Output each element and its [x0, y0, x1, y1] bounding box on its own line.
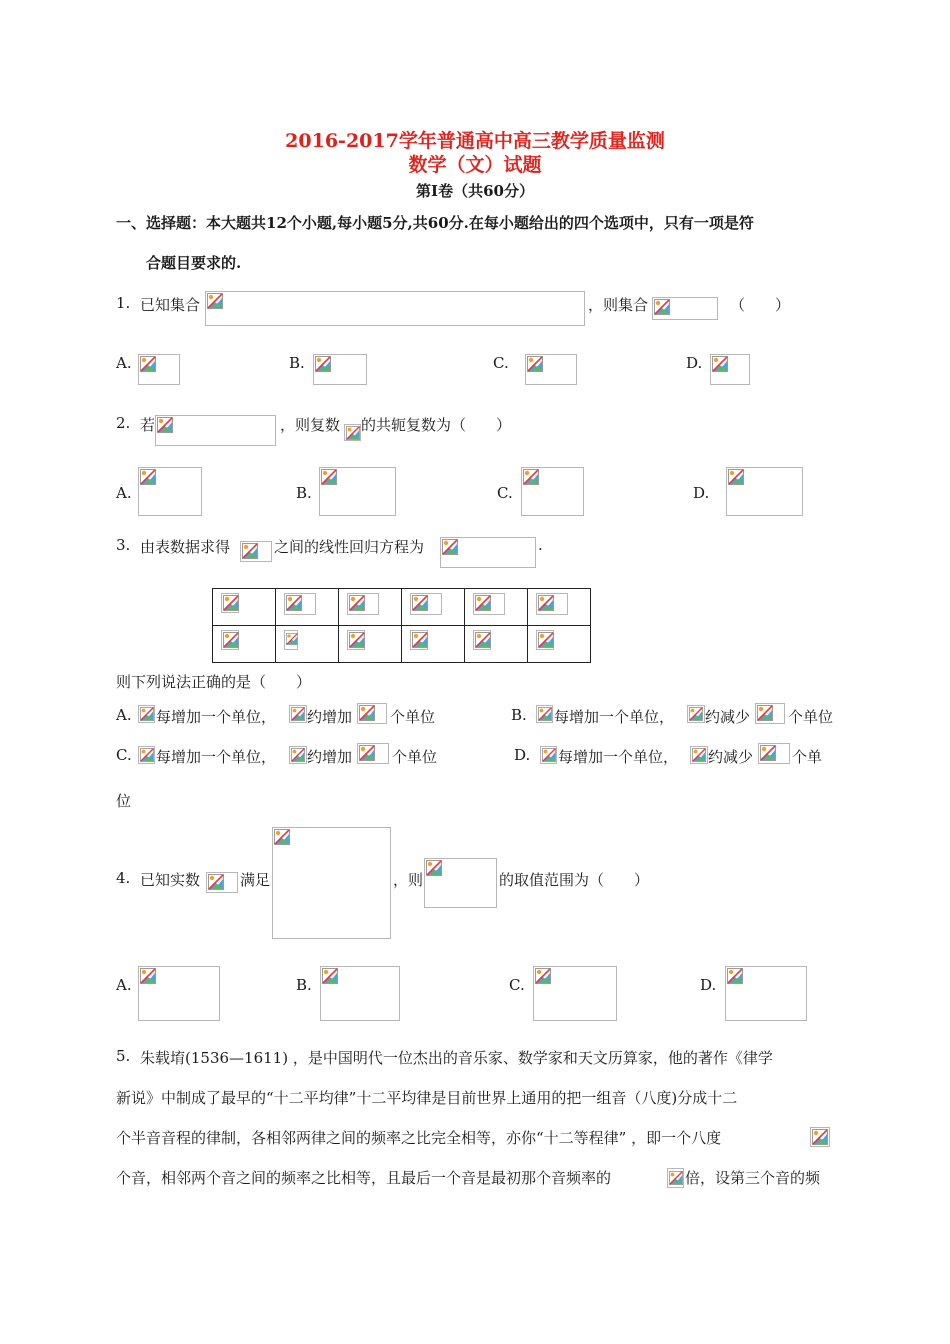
q2-condition-image	[155, 415, 276, 446]
broken-image-icon	[315, 356, 331, 372]
broken-image-icon	[140, 356, 156, 372]
q5-multiple-image	[667, 1168, 684, 1188]
instructions-line-2: 合题目要求的.	[146, 254, 242, 272]
q4-prefix: 已知实数	[140, 871, 201, 889]
table-cell	[276, 626, 339, 663]
table-row	[213, 626, 591, 663]
broken-image-icon	[812, 1129, 828, 1145]
q3-option-d-text-2: 约减少	[708, 748, 754, 766]
q3-question: 则下列说法正确的是（ ）	[116, 673, 312, 691]
q3-option-b-text-1: 每增加一个单位，	[554, 708, 675, 726]
table-cell	[528, 626, 591, 663]
broken-image-icon	[286, 632, 298, 646]
broken-image-icon	[140, 469, 156, 485]
broken-image-icon	[286, 595, 302, 611]
broken-image-icon	[426, 860, 442, 876]
q1-number: 1.	[116, 294, 131, 312]
q2-option-c-label: C.	[497, 484, 513, 502]
q3-option-d-text-4: 位	[116, 792, 132, 810]
q3-xy-image	[240, 541, 272, 562]
q1-paren: （ ）	[730, 296, 791, 314]
q3-option-b-value-image	[755, 703, 785, 724]
q4-option-b-label: B.	[296, 976, 312, 994]
table-row	[213, 589, 591, 626]
q1-option-a-image	[138, 354, 180, 385]
q1-option-c-image	[525, 354, 577, 385]
q3-mid: 之间的线性回归方程为	[274, 538, 425, 556]
q1-option-d-label: D.	[686, 354, 703, 372]
broken-image-icon	[359, 745, 375, 761]
broken-image-icon	[692, 748, 706, 762]
q2-number: 2.	[116, 414, 131, 432]
broken-image-icon	[538, 707, 552, 721]
q4-suffix: 的取值范围为（ ）	[499, 871, 650, 889]
q3-option-c-text-1: 每增加一个单位，	[156, 748, 277, 766]
q5-line-2: 新说》中制成了最早的“十二平均律”十二平均律是目前世界上通用的把一组音（八度)分成十二	[116, 1089, 738, 1107]
table-cell-image	[473, 630, 491, 650]
table-cell	[528, 589, 591, 626]
q5-line-3: 个半音音程的律制，各相邻两律之间的频率之比完全相等，亦你“十二等程律” ，即一个八度	[116, 1129, 722, 1147]
table-cell	[402, 589, 465, 626]
q4-expression-image	[424, 858, 497, 908]
q3-option-b-text-2: 约减少	[705, 708, 751, 726]
q3-option-d-text-1: 每增加一个单位，	[558, 748, 679, 766]
broken-image-icon	[140, 707, 154, 721]
q4-mid2: ，则	[393, 871, 424, 889]
broken-image-icon	[760, 745, 776, 761]
broken-image-icon	[359, 705, 375, 721]
table-cell	[213, 626, 276, 663]
q4-number: 4.	[116, 869, 131, 887]
table-cell-image	[536, 593, 568, 615]
q2-suffix: 的共轭复数为（ ）	[361, 416, 512, 434]
table-cell	[465, 589, 528, 626]
broken-image-icon	[349, 595, 365, 611]
q3-number: 3.	[116, 536, 131, 554]
q3-option-b-label: B.	[511, 706, 527, 724]
q1-set-image	[652, 297, 718, 320]
document-title: 2016-2017学年普通高中高三教学质量监测	[285, 130, 665, 152]
broken-image-icon	[523, 469, 539, 485]
table-cell-image	[347, 630, 365, 650]
table-cell-image	[536, 630, 554, 650]
table-cell	[465, 626, 528, 663]
q1-option-b-image	[313, 354, 367, 385]
broken-image-icon	[223, 632, 239, 648]
broken-image-icon	[223, 595, 239, 611]
q3-option-c-text-2: 约增加	[307, 748, 353, 766]
broken-image-icon	[538, 632, 554, 648]
q1-mid: ，则集合	[588, 296, 649, 314]
broken-image-icon	[412, 595, 428, 611]
q3-option-c-label: C.	[116, 746, 132, 764]
broken-image-icon	[274, 829, 290, 845]
q5-number: 5.	[116, 1047, 131, 1065]
broken-image-icon	[140, 748, 154, 762]
broken-image-icon	[669, 1170, 683, 1186]
table-cell-image	[284, 630, 298, 650]
broken-image-icon	[242, 543, 258, 559]
q3-option-b-text-3: 个单位	[788, 708, 834, 726]
q3-option-d-y-image	[690, 746, 708, 764]
table-cell	[339, 589, 402, 626]
broken-image-icon	[208, 874, 224, 890]
q2-option-d-image	[726, 467, 803, 516]
broken-image-icon	[349, 632, 365, 648]
broken-image-icon	[291, 748, 305, 762]
q3-option-a-y-image	[289, 705, 307, 723]
broken-image-icon	[346, 426, 360, 440]
q4-option-c-label: C.	[509, 976, 525, 994]
broken-image-icon	[475, 632, 491, 648]
q3-option-a-text-3: 个单位	[390, 708, 436, 726]
q3-option-d-text-3: 个单	[792, 748, 823, 766]
q3-option-a-value-image	[357, 703, 387, 724]
q2-option-a-image	[138, 467, 202, 516]
q2-prefix: 若	[140, 416, 156, 434]
broken-image-icon	[538, 595, 554, 611]
table-cell	[276, 589, 339, 626]
section-label: 第Ⅰ卷（共60分）	[416, 182, 534, 200]
table-cell-image	[410, 593, 442, 615]
q4-option-b-image	[320, 966, 400, 1021]
broken-image-icon	[207, 293, 223, 309]
q3-option-c-x-image	[138, 746, 155, 764]
instructions-line-1: 一、选择题：本大题共12个小题,每小题5分,共60分.在每小题给出的四个选项中，只有一项是符	[116, 214, 754, 232]
broken-image-icon	[291, 707, 305, 721]
q3-option-d-label: D.	[514, 746, 531, 764]
table-cell	[402, 626, 465, 663]
q3-option-b-y-image	[687, 705, 705, 723]
broken-image-icon	[412, 632, 428, 648]
broken-image-icon	[712, 356, 728, 372]
q4-constraints-image	[272, 827, 391, 939]
q3-option-a-text-2: 约增加	[307, 708, 353, 726]
q4-option-d-image	[725, 966, 807, 1021]
q3-option-c-value-image	[357, 743, 389, 764]
q2-option-b-label: B.	[296, 484, 312, 502]
q2-mid: ，则复数	[280, 416, 341, 434]
broken-image-icon	[535, 968, 551, 984]
q4-option-a-label: A.	[116, 976, 132, 994]
q1-option-d-image	[710, 354, 750, 385]
q5-line-4a: 个音，相邻两个音之间的频率之比相等，且最后一个音是最初那个音频率的	[116, 1169, 612, 1187]
broken-image-icon	[157, 417, 173, 433]
q3-option-d-x-image	[540, 746, 557, 764]
broken-image-icon	[727, 968, 743, 984]
q4-mid: 满足	[240, 871, 271, 889]
table-cell-image	[221, 630, 239, 650]
broken-image-icon	[654, 299, 670, 315]
q2-option-c-image	[521, 467, 584, 516]
broken-image-icon	[475, 595, 491, 611]
q4-xy-image	[206, 872, 238, 893]
q5-line-4b: 倍，设第三个音的频	[685, 1169, 821, 1187]
q2-option-a-label: A.	[116, 484, 132, 502]
broken-image-icon	[542, 748, 556, 762]
q3-prefix: 由表数据求得	[140, 538, 231, 556]
q1-prefix: 已知集合	[140, 296, 201, 314]
q4-option-a-image	[138, 966, 220, 1021]
document-subtitle: 数学（文）试题	[408, 154, 542, 176]
q2-option-b-image	[319, 467, 396, 516]
q3-option-d-value-image	[758, 743, 790, 764]
broken-image-icon	[527, 356, 543, 372]
table-cell-image	[284, 593, 316, 615]
q3-regression-image	[440, 537, 536, 568]
q2-option-d-label: D.	[693, 484, 710, 502]
q3-option-c-y-image	[289, 746, 307, 764]
table-cell	[339, 626, 402, 663]
q3-option-b-x-image	[536, 705, 553, 723]
broken-image-icon	[321, 469, 337, 485]
q1-option-a-label: A.	[116, 354, 132, 372]
q5-octave-image	[810, 1127, 830, 1147]
broken-image-icon	[689, 707, 703, 721]
broken-image-icon	[322, 968, 338, 984]
q3-data-table	[212, 588, 591, 663]
q2-z-image	[344, 424, 361, 441]
q5-line-1: 朱载堉(1536—1611) ，是中国明代一位杰出的音乐家、数学家和天文历算家，他的著作《律学	[140, 1049, 773, 1067]
q3-end: .	[538, 536, 543, 554]
q4-option-c-image	[533, 966, 617, 1021]
broken-image-icon	[442, 539, 458, 555]
q3-option-a-text-1: 每增加一个单位，	[156, 708, 277, 726]
broken-image-icon	[728, 469, 744, 485]
table-cell-image	[473, 593, 505, 615]
broken-image-icon	[140, 968, 156, 984]
table-cell-image	[410, 630, 428, 650]
q1-option-c-label: C.	[493, 354, 509, 372]
table-cell-image	[347, 593, 379, 615]
q3-option-a-label: A.	[116, 706, 132, 724]
broken-image-icon	[757, 705, 773, 721]
q3-option-c-text-3: 个单位	[392, 748, 438, 766]
q4-option-d-label: D.	[700, 976, 717, 994]
q1-set-formula-image	[205, 291, 585, 326]
table-cell-image	[221, 593, 239, 613]
table-cell	[213, 589, 276, 626]
q1-option-b-label: B.	[289, 354, 305, 372]
q3-option-a-x-image	[138, 705, 155, 723]
